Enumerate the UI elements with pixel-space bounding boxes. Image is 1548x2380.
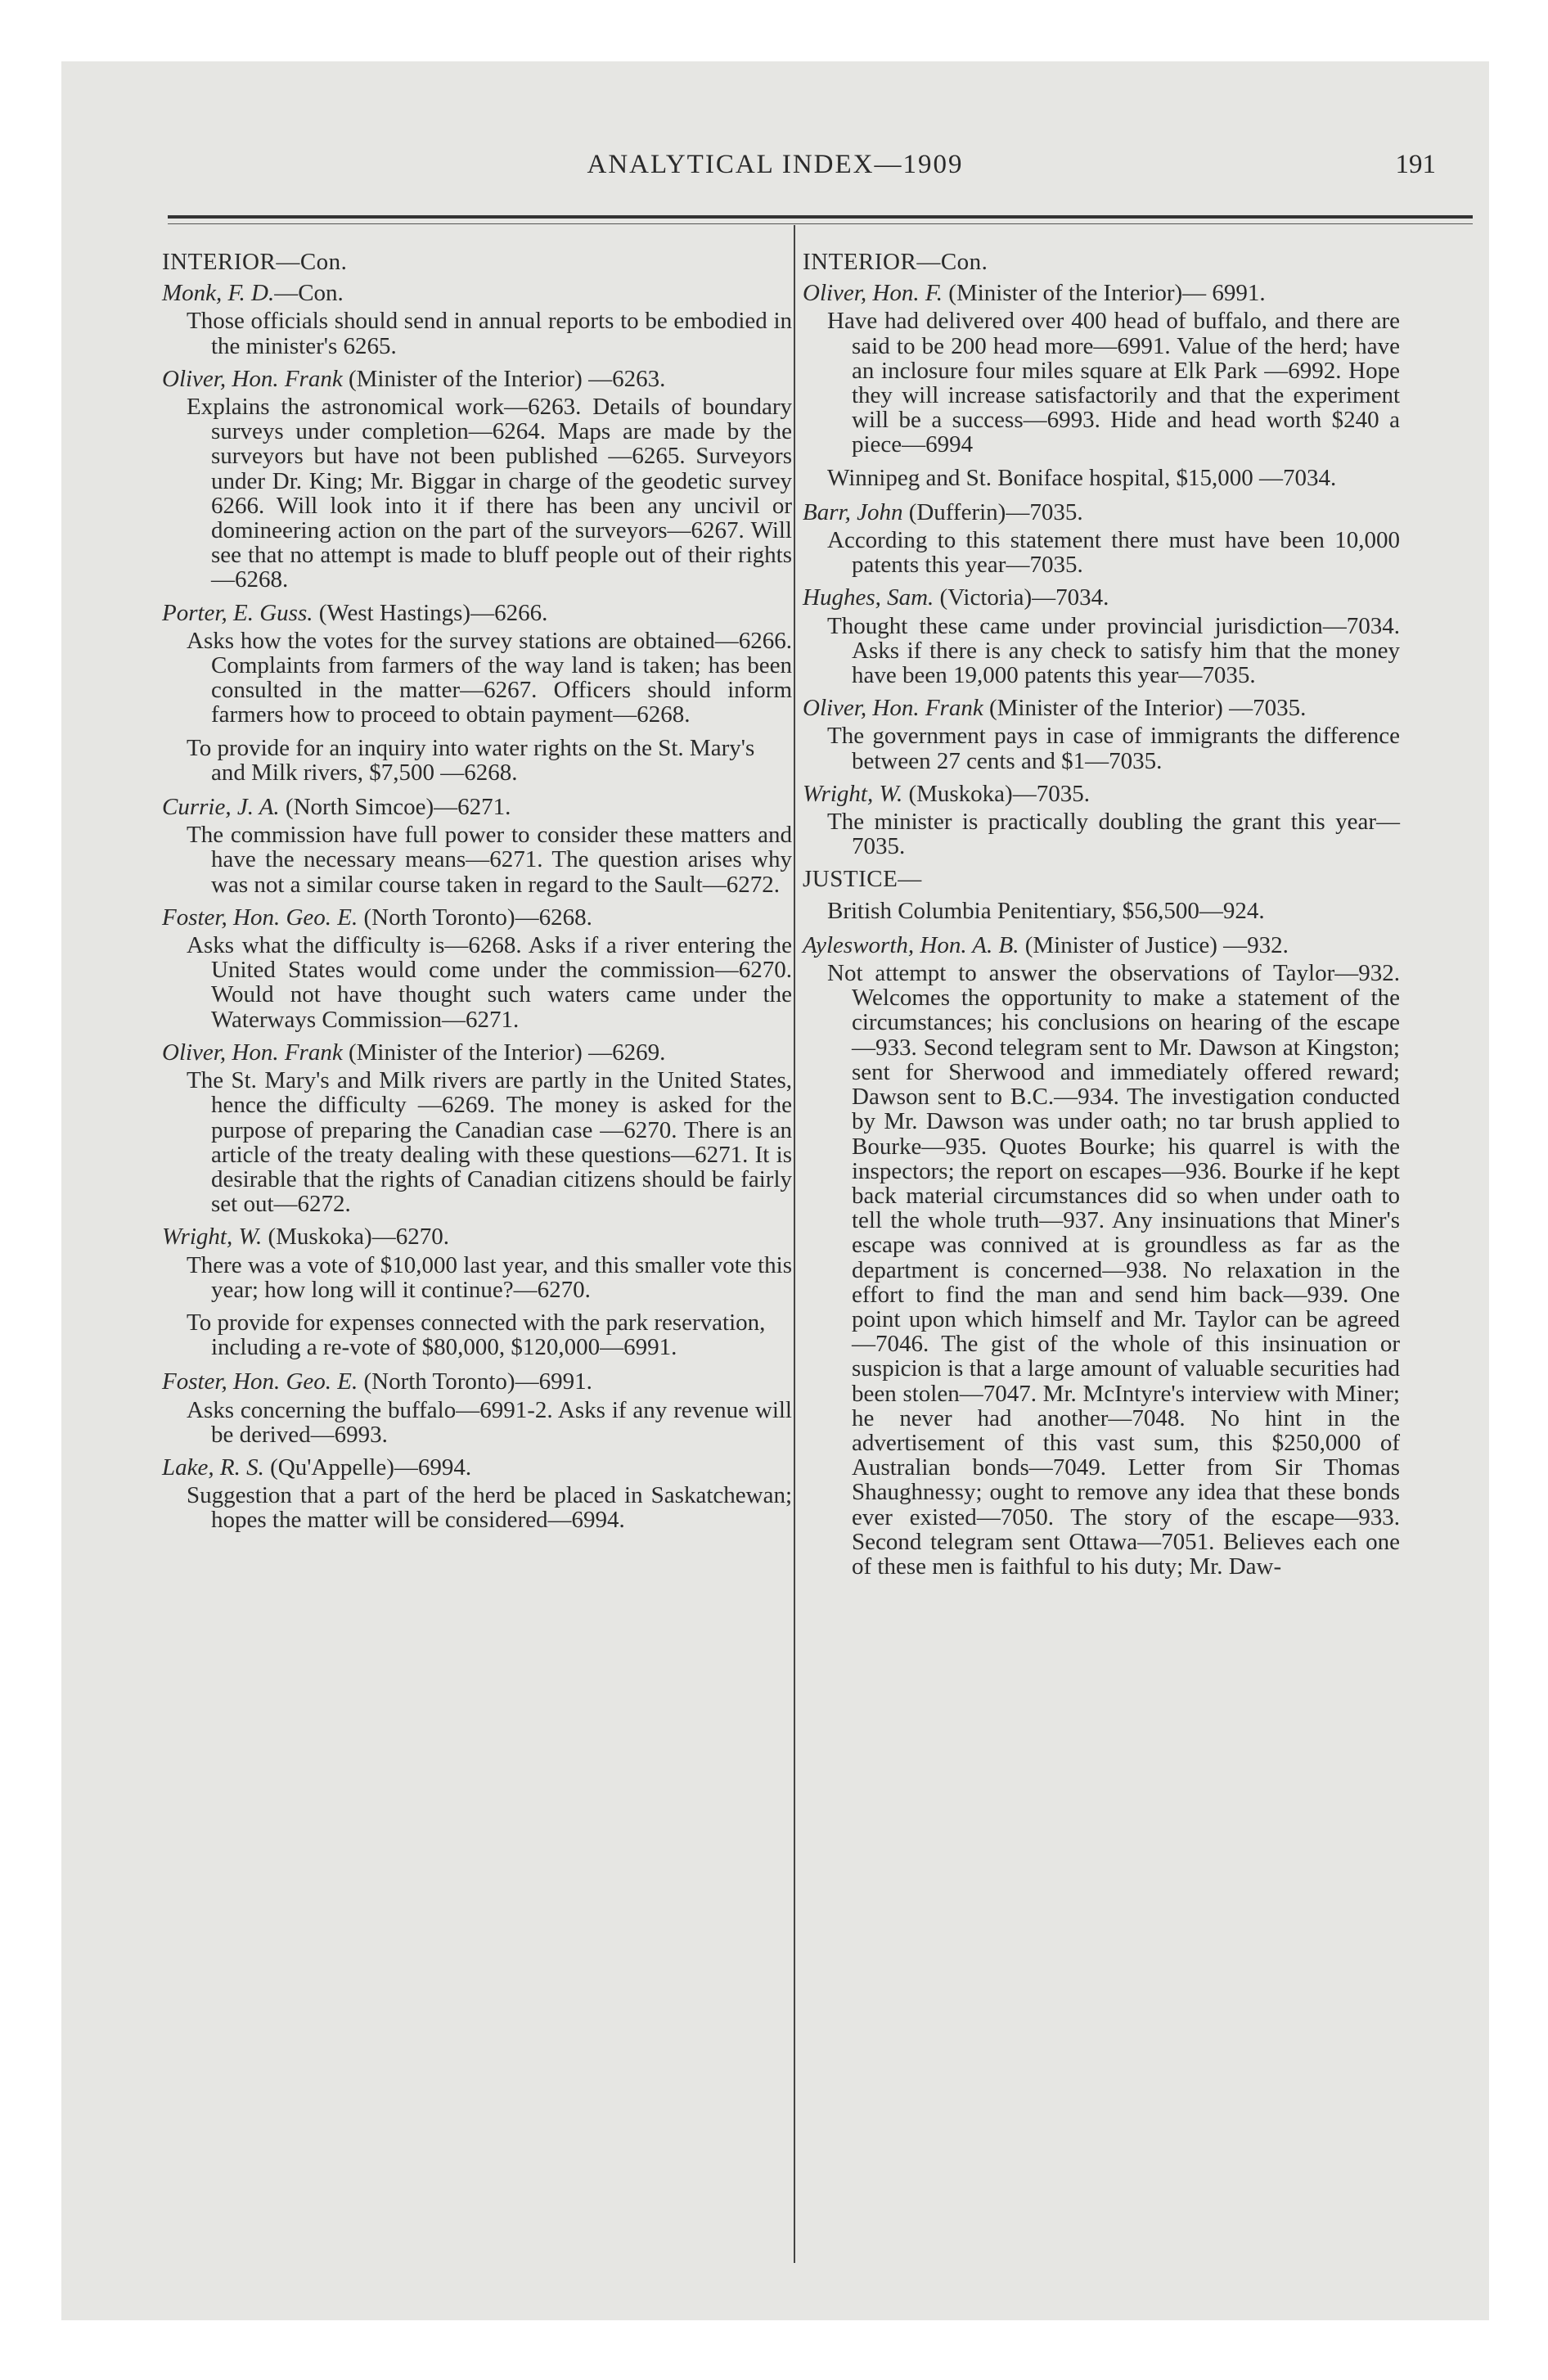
column-divider	[794, 225, 795, 2263]
speaker-name: Foster, Hon. Geo. E.	[162, 904, 358, 931]
entry-body: Thought these came under provincial jurisdiction—7034. Asks if there is any check to satisfy him that the money have been 19,000 patents this year—7035.	[827, 612, 1400, 689]
entry-body: There was a vote of $10,000 last year, and this smaller vote this year; how long will it continue?—6270.	[187, 1251, 792, 1303]
entry-body: The government pays in case of immigrants the difference between 27 cents and $1—7035.	[827, 723, 1400, 774]
speaker-riding: (North Simcoe)—6271.	[279, 794, 511, 821]
speaker-name: Oliver, Hon. Frank	[162, 365, 343, 392]
speaker-name: Barr, John	[803, 498, 903, 525]
speaker-line	[162, 1040, 792, 1065]
speaker-riding: (Minister of the Interior) —6263.	[342, 365, 666, 392]
speaker-name: Aylesworth, Hon. A. B.	[803, 931, 1019, 958]
speaker-riding: (Dufferin)—7035.	[902, 498, 1083, 525]
entry-body: The St. Mary's and Milk rivers are partly in the United States, hence the difficulty —6269. The money is asked for the purpose of preparing the Canadian case —6270. There is an article of the treaty dealing with these questions—6271. It is desirable that the rights of Canadian citizens should be fairly set out—6272.	[187, 1067, 792, 1218]
speaker-line	[162, 1369, 792, 1394]
speaker-name: Oliver, Hon. Frank	[162, 1039, 343, 1066]
speaker-name: Currie, J. A.	[162, 794, 280, 821]
speaker-name: Wright, W.	[162, 1224, 263, 1251]
entry-body: Suggestion that a part of the herd be placed in Saskatchewan; hopes the matter will be considered—6994.	[187, 1482, 792, 1534]
speaker-riding: (North Toronto)—6991.	[358, 1368, 592, 1395]
speaker-line	[162, 601, 792, 625]
right-column	[803, 250, 1400, 1587]
page-title: ANALYTICAL INDEX—1909	[587, 150, 964, 179]
speaker-name: Wright, W.	[803, 780, 903, 807]
page	[61, 61, 1489, 2320]
entry-body: Asks what the difficulty is—6268. Asks if a river entering the United States would come under the commission—6270. Would not have thought such waters came under the Waterways Commission—6271.	[187, 932, 792, 1033]
entry-body: Those officials should send in annual reports to be embodied in the minister's 6265.	[187, 308, 792, 359]
speaker-riding: —Con.	[274, 280, 344, 307]
section-heading: JUSTICE—	[803, 866, 922, 893]
speaker-line	[803, 933, 1400, 958]
speaker-line	[162, 1455, 792, 1480]
speaker-line	[162, 795, 792, 819]
section-heading: INTERIOR—Con.	[803, 249, 988, 275]
speaker-name: Oliver, Hon. Frank	[803, 695, 983, 722]
left-column	[162, 250, 792, 1541]
entry-body: The minister is practically doubling the grant this year—7035.	[827, 809, 1400, 860]
entry-body: According to this statement there must have been 10,000 patents this year—7035.	[827, 527, 1400, 579]
speaker-name: Foster, Hon. Geo. E.	[162, 1368, 358, 1395]
speaker-riding: (Minister of Justice) —932.	[1019, 931, 1289, 958]
speaker-line	[162, 367, 792, 391]
vote-item: British Columbia Penitentiary, $56,500—924.	[827, 897, 1265, 924]
speaker-riding: (Minister of the Interior) —7035.	[983, 695, 1307, 722]
entry-body: Asks how the votes for the survey stations are obtained—6266. Complaints from farmers of the way land is taken; has been consulted in the matter—6267. Officers should inform farmers how to proceed to obtain payment—6268.	[187, 627, 792, 728]
speaker-riding: (Minister of the Interior)— 6991.	[943, 280, 1266, 307]
speaker-riding: (Minister of the Interior) —6269.	[342, 1039, 666, 1066]
section-heading: INTERIOR—Con.	[162, 249, 348, 275]
speaker-name: Oliver, Hon. F.	[803, 280, 943, 307]
speaker-line	[162, 281, 792, 305]
speaker-line	[803, 696, 1400, 720]
speaker-riding: (Victoria)—7034.	[934, 584, 1109, 611]
entry-body: Have had delivered over 400 head of buffalo, and there are said to be 200 head more—6991. Value of the herd; have an inclosure four miles square at Elk Park —6992. Hope they will increase satisfactorily and that the experiment will be a success—6993. Hide and head worth $240 a piece—6994	[827, 308, 1400, 458]
speaker-line	[803, 782, 1400, 806]
speaker-riding: (West Hastings)—6266.	[313, 599, 548, 626]
speaker-riding: (Qu'Appelle)—6994.	[263, 1454, 472, 1481]
speaker-name: Lake, R. S.	[162, 1454, 264, 1481]
speaker-line	[803, 585, 1400, 610]
speaker-line	[803, 500, 1400, 525]
entry-body: Asks concerning the buffalo—6991-2. Asks if any revenue will be derived—6993.	[187, 1396, 792, 1448]
entry-body: Explains the astronomical work—6263. Details of boundary surveys under completion—6264. Maps are made by the surveyors but have not been published —6265. Surveyors under Dr. King; Mr. Biggar in charge of the geodetic survey 6266. Will look into it if there has been any uncivil or domineering action on the part of the surveyors—6267. Will see that no attempt is made to bluff people out of their rights—6268.	[187, 394, 792, 593]
entry-body: Not attempt to answer the observations of Taylor—932. Welcomes the opportunity to make a statement of the circumstances; his conclusions on hearing of the escape—933. Second telegram sent to Mr. Dawson at Kingston; sent for Sherwood and immediately offered reward; Dawson sent to B.C.—934. The investigation conducted by Mr. Dawson was under oath; no tar brush applied to Bourke—935. Quotes Bourke; his quarrel is with the inspectors; the report on escapes—936. Bourke if he kept back material circumstances did so when under oath to tell the whole truth—937. Any insinuations that Miner's escape was connived at is groundless as far as the department is concerned—938. No relaxation in the effort to find the man and send him back—939. One point upon which himself and Mr. Taylor can be agreed—7046. The gist of the whole of this insinuation or suspicion is that a large amount of valuable securities had been stolen—7047. Mr. McIntyre's interview with Miner; he never had another—7048. No hint in the advertisement of this vast sum, this $250,000 of Australian bonds—7049. Letter from Sir Thomas Shaughnessy; ought to remove any idea that these bonds ever existed—7050. The story of the escape—933. Second telegram sent Ottawa—7051. Believes each one of these men is faithful to his duty; Mr. Daw-	[827, 960, 1400, 1580]
speaker-line	[162, 905, 792, 930]
vote-item: To provide for an inquiry into water rights on the St. Mary's and Milk rivers, $7,500 —6268.	[187, 734, 755, 786]
speaker-riding: (North Toronto)—6268.	[358, 904, 592, 931]
entry-body: The commission have full power to consider these matters and have the necessary means—6271. The question arises why was not a similar course taken in regard to the Sault—6272.	[187, 822, 792, 898]
speaker-name: Monk, F. D.	[162, 280, 275, 307]
speaker-name: Porter, E. Guss.	[162, 599, 313, 626]
speaker-name: Hughes, Sam.	[803, 584, 934, 611]
header-rule	[168, 215, 1473, 224]
speaker-riding: (Muskoka)—6270.	[262, 1224, 449, 1251]
speaker-line	[162, 1224, 792, 1249]
vote-item: To provide for expenses connected with the park reservation, including a re-vote of $80,000, $120,000—6991.	[187, 1309, 766, 1361]
speaker-riding: (Muskoka)—7035.	[902, 780, 1090, 807]
vote-item: Winnipeg and St. Boniface hospital, $15,000 —7034.	[827, 464, 1337, 491]
page-number: 191	[1395, 150, 1436, 179]
speaker-line	[803, 281, 1400, 305]
